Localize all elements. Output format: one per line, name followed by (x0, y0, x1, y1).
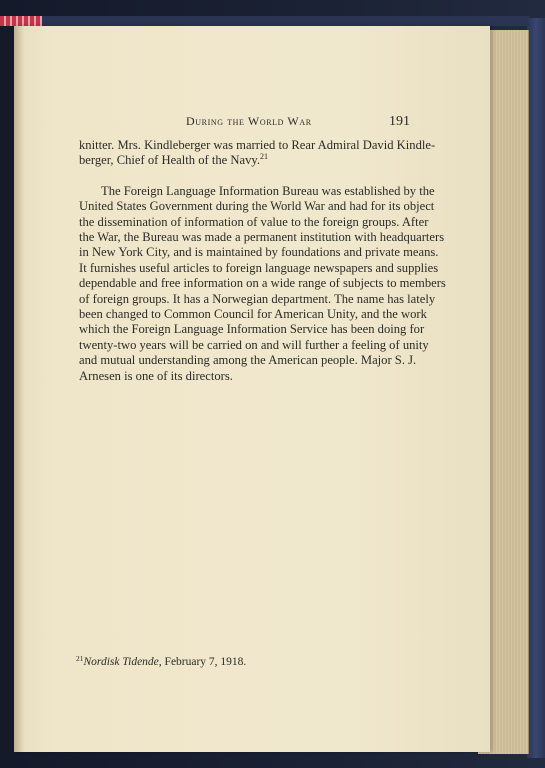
paragraph-2 (79, 183, 446, 384)
text-line: It furnishes useful articles to foreign language newspapers and supplies (79, 260, 439, 275)
text-line: in New York City, and is maintained by foundations and private means. (79, 245, 439, 260)
cover-right-edge (527, 18, 545, 758)
footnote-date: February 7, 1918. (161, 656, 247, 668)
text-line: The Foreign Language Information Bureau was established by the (101, 183, 435, 198)
text-line: of foreign groups. It has a Norwegian department. The name has lately (79, 291, 436, 306)
text-line: twenty-two years will be carried on and will further a feeling of unity (79, 337, 429, 352)
text-line: dependable and free information on a wide range of subjects to members (79, 276, 446, 291)
text-line (79, 153, 409, 168)
footnote-source-title: Nordisk Tidende, (83, 656, 162, 668)
text-line: been changed to Common Council for American Unity, and the work (79, 307, 427, 322)
footnote-number: 21 (76, 654, 84, 663)
text-line: Arnesen is one of its directors. (79, 368, 233, 383)
cover-top-edge (40, 16, 530, 26)
bookmark-tab (0, 16, 42, 26)
paragraph-gap (79, 169, 409, 184)
text-line-content: berger, Chief of Health of the Navy. (79, 153, 260, 168)
body-text (79, 138, 446, 384)
text-line: and mutual understanding among the American people. Major S. J. (79, 353, 417, 368)
running-head: During the World War (186, 114, 312, 128)
text-line: the War, the Bureau was made a permanent institution with headquarters (79, 230, 445, 245)
page-gutter-shadow (14, 26, 24, 752)
paragraph-1 (79, 138, 436, 169)
text-line: the dissemination of information of value to the foreign groups. After (79, 214, 429, 229)
text-line: United States Government during the World War and had for its object (79, 199, 435, 214)
book-page (14, 26, 490, 752)
text-line: knitter. Mrs. Kindleberger was married to Rear Admiral David Kindle- (79, 138, 436, 152)
footnote-reference: 21 (260, 152, 268, 162)
footnote (76, 656, 246, 668)
text-line: which the Foreign Language Information Service has been doing for (79, 322, 425, 337)
page-number: 191 (389, 114, 410, 129)
